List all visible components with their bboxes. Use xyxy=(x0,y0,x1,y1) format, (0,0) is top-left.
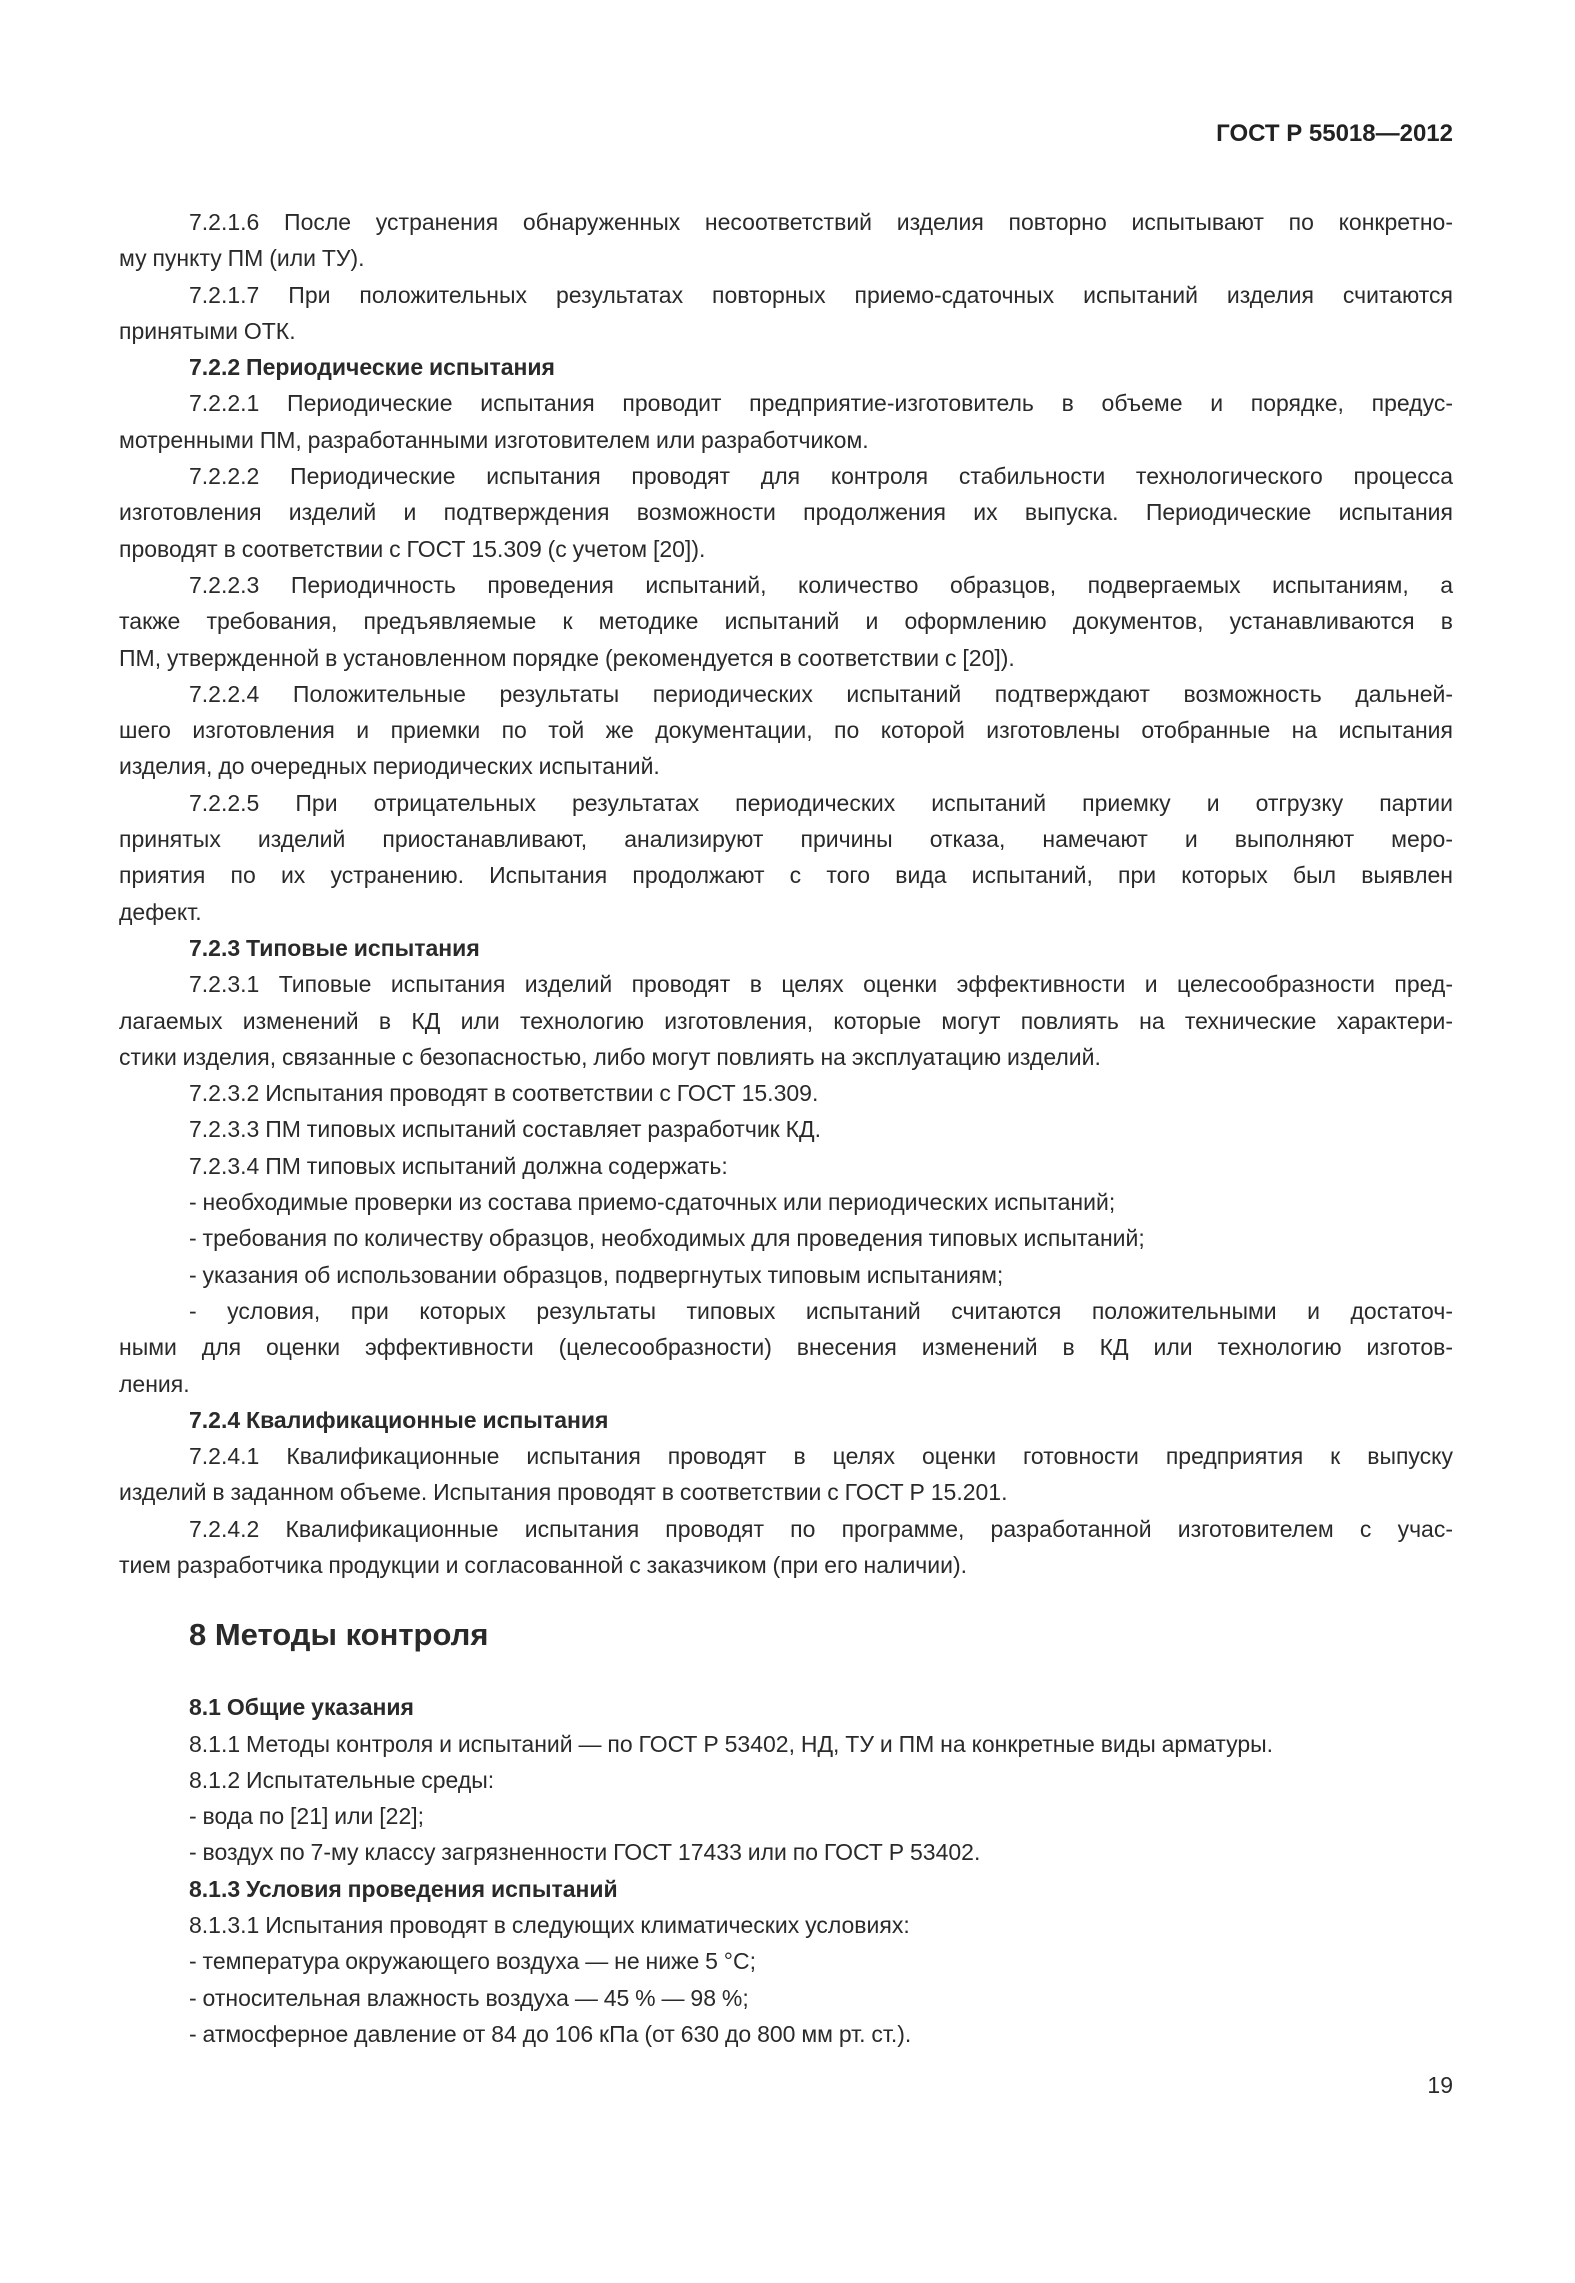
paragraph xyxy=(119,1943,1453,1979)
text-line: му пункту ПМ (или ТУ). xyxy=(119,245,365,272)
text-line: 7.2.1.7 При положительных результатах повторных приемо-сдаточных испытаний изделия считаются xyxy=(189,281,1453,308)
paragraph xyxy=(119,1184,1453,1220)
paragraph xyxy=(119,1726,1453,1762)
paragraph xyxy=(119,785,1453,930)
subsection-heading xyxy=(119,1689,1453,1725)
text-line: 7.2.3.4 ПМ типовых испытаний должна содержать: xyxy=(189,1152,728,1179)
paragraph xyxy=(119,1980,1453,2016)
text-line: 7.2.2.5 При отрицательных результатах периодических испытаний приемку и отгрузку партии xyxy=(189,789,1453,816)
subsection-heading xyxy=(119,930,1453,966)
text-line: - указания об использовании образцов, подвергнутых типовым испытаниям; xyxy=(189,1261,1004,1288)
text-line: 7.2.3.3 ПМ типовых испытаний составляет разработчик КД. xyxy=(189,1116,821,1143)
text-line: 8.1.3.1 Испытания проводят в следующих климатических условиях: xyxy=(189,1912,910,1939)
text-line: - атмосферное давление от 84 до 106 кПа (от 630 до 800 мм рт. ст.). xyxy=(189,2020,912,2047)
text-line: - условия, при которых результаты типовых испытаний считаются положительными и достаточ- xyxy=(189,1297,1453,1324)
subsection-heading xyxy=(119,349,1453,385)
paragraph xyxy=(119,1220,1453,1256)
text-line: 7.2.1.6 После устранения обнаруженных несоответствий изделия повторно испытывают по конкретно- xyxy=(189,209,1453,235)
paragraph xyxy=(119,1798,1453,1834)
paragraph xyxy=(119,2016,1453,2052)
text-line: шего изготовления и приемки по той же документации, по которой изготовлены отобранные на испытания xyxy=(119,717,1453,744)
text-line: 8.1.2 Испытательные среды: xyxy=(189,1766,495,1793)
text-line: также требования, предъявляемые к методике испытаний и оформлению документов, устанавливаются в xyxy=(119,608,1453,635)
paragraph xyxy=(119,458,1453,567)
paragraph xyxy=(119,204,1453,277)
text-line: 7.2.3.2 Испытания проводят в соответствии с ГОСТ 15.309. xyxy=(189,1080,819,1107)
paragraph xyxy=(119,1511,1453,1584)
text-line: 7.2.2 Периодические испытания xyxy=(189,354,555,381)
paragraph xyxy=(119,966,1453,1075)
paragraph xyxy=(119,676,1453,785)
paragraph xyxy=(119,277,1453,350)
paragraph xyxy=(119,385,1453,458)
subsection-heading xyxy=(119,1402,1453,1438)
text-line: 7.2.2.3 Периодичность проведения испытаний, количество образцов, подвергаемых испытаниям, а xyxy=(189,571,1453,598)
paragraph xyxy=(119,1762,1453,1798)
text-line: 8 Методы контроля xyxy=(189,1617,489,1653)
text-line: тием разработчика продукции и согласованной с заказчиком (при его наличии). xyxy=(119,1551,968,1578)
text-line: 8.1.3 Условия проведения испытаний xyxy=(189,1875,618,1902)
paragraph xyxy=(119,1148,1453,1184)
text-line: 7.2.4 Квалификационные испытания xyxy=(189,1406,609,1433)
text-line: - воздух по 7-му классу загрязненности ГОСТ 17433 или по ГОСТ Р 53402. xyxy=(189,1839,981,1866)
text-line: стики изделия, связанные с безопасностью, либо могут повлиять на эксплуатацию изделий. xyxy=(119,1043,1101,1070)
text-line: ПМ, утвержденной в установленном порядке (рекомендуется в соответствии с [20]). xyxy=(119,644,1015,671)
text-line: 7.2.2.2 Периодические испытания проводят для контроля стабильности технологического процесса xyxy=(189,463,1453,490)
paragraph xyxy=(119,1293,1453,1402)
page-number: 19 xyxy=(1427,2072,1453,2098)
text-line: мотренными ПМ, разработанными изготовителем или разработчиком. xyxy=(119,426,869,453)
text-line: 7.2.3.1 Типовые испытания изделий проводят в целях оценки эффективности и целесообразности пред- xyxy=(189,971,1453,998)
subsection-heading xyxy=(119,1871,1453,1907)
text-line: принятыми ОТК. xyxy=(119,317,296,344)
section-heading xyxy=(119,1615,1453,1655)
text-line: принятых изделий приостанавливают, анализируют причины отказа, намечают и выполняют меро- xyxy=(119,826,1453,853)
paragraph xyxy=(119,1834,1453,1870)
paragraph xyxy=(119,1257,1453,1293)
text-line: - температура окружающего воздуха — не ниже 5 °С; xyxy=(189,1948,757,1975)
text-line: приятия по их устранению. Испытания продолжают с того вида испытаний, при которых был выявлен xyxy=(119,862,1453,889)
text-line: - относительная влажность воздуха — 45 % — 98 %; xyxy=(189,1984,749,2011)
text-line: изделий в заданном объеме. Испытания проводят в соответствии с ГОСТ Р 15.201. xyxy=(119,1479,1008,1506)
text-line: 7.2.2.4 Положительные результаты периодических испытаний подтверждают возможность дальней- xyxy=(189,680,1453,707)
paragraph xyxy=(119,1438,1453,1511)
text-line: - вода по [21] или [22]; xyxy=(189,1803,425,1830)
text-line: 7.2.4.1 Квалификационные испытания проводят в целях оценки готовности предприятия к выпуску xyxy=(189,1443,1453,1470)
text-line: 7.2.4.2 Квалификационные испытания проводят по программе, разработанной изготовителем с учас- xyxy=(189,1515,1453,1542)
text-line: - требования по количеству образцов, необходимых для проведения типовых испытаний; xyxy=(189,1225,1145,1252)
text-line: дефект. xyxy=(119,898,202,925)
text-line: 7.2.2.1 Периодические испытания проводит предприятие-изготовитель в объеме и порядке, предус- xyxy=(189,390,1453,417)
text-line: ными для оценки эффективности (целесообразности) внесения изменений в КД или технологию изготов- xyxy=(119,1334,1453,1361)
paragraph xyxy=(119,1907,1453,1943)
paragraph xyxy=(119,567,1453,676)
text-line: изделия, до очередных периодических испытаний. xyxy=(119,753,660,780)
text-line: проводят в соответствии с ГОСТ 15.309 (с учетом [20]). xyxy=(119,535,706,562)
text-line: 8.1 Общие указания xyxy=(189,1694,414,1721)
text-line: 7.2.3 Типовые испытания xyxy=(189,934,480,961)
document-header: ГОСТ Р 55018—2012 xyxy=(1216,120,1453,147)
text-line: изготовления изделий и подтверждения возможности продолжения их выпуска. Периодические испытания xyxy=(119,499,1453,526)
page-body xyxy=(119,204,1453,2052)
text-line: ления. xyxy=(119,1370,190,1397)
text-line: - необходимые проверки из состава приемо-сдаточных или периодических испытаний; xyxy=(189,1189,1116,1216)
text-line: 8.1.1 Методы контроля и испытаний — по ГОСТ Р 53402, НД, ТУ и ПМ на конкретные виды арматуры. xyxy=(189,1730,1274,1757)
text-line: лагаемых изменений в КД или технологию изготовления, которые могут повлиять на технические характери- xyxy=(119,1007,1453,1034)
paragraph xyxy=(119,1111,1453,1147)
paragraph xyxy=(119,1075,1453,1111)
